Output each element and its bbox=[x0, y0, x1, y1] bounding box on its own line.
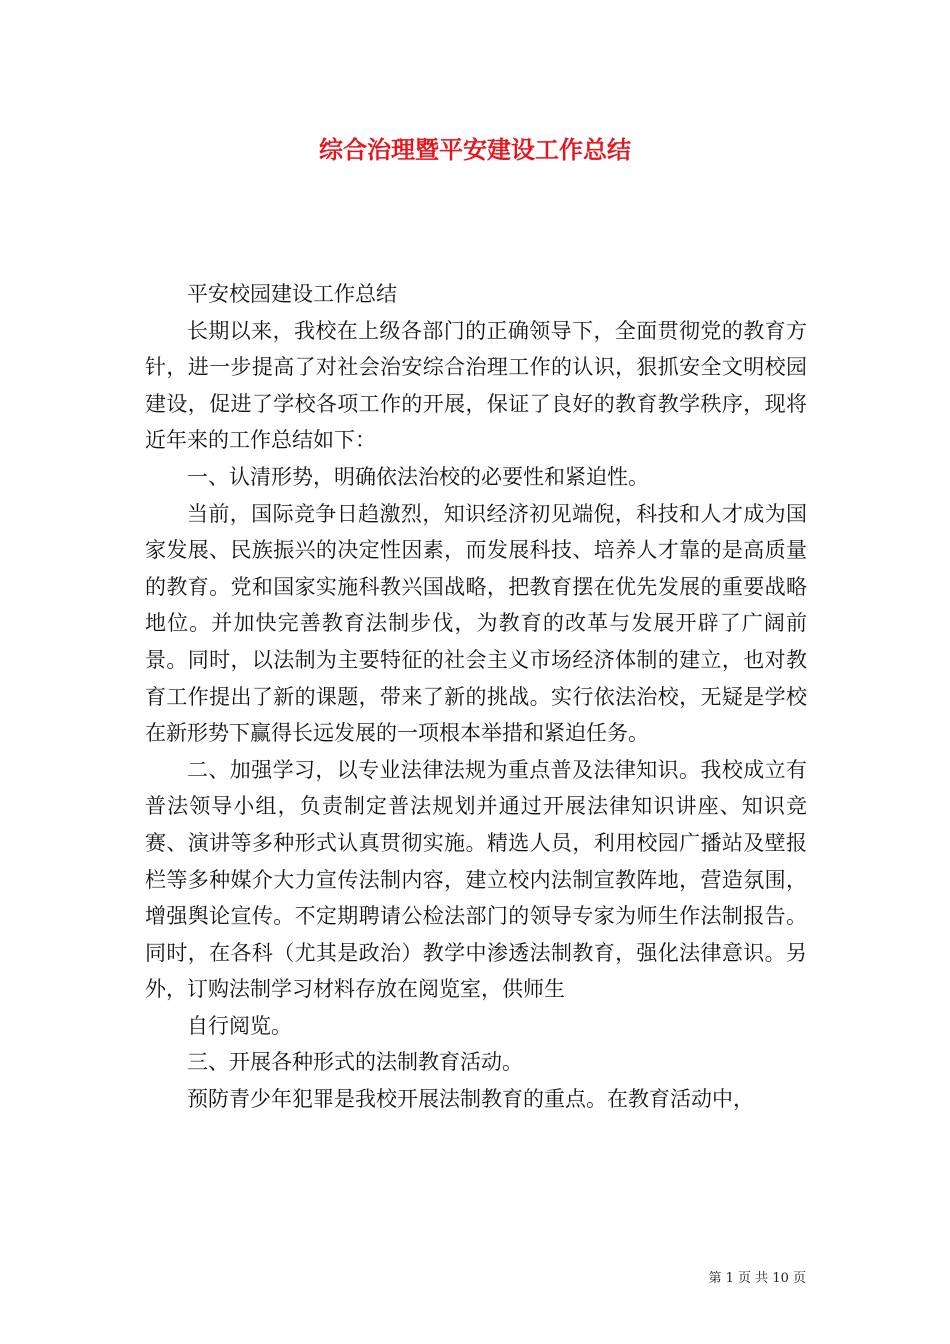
paragraph: 当前，国际竞争日趋激烈，知识经济初见端倪，科技和人才成为国家发展、民族振兴的决定性因素，而发展科技、培养人才靠的是高质量的教育。党和国家实施科教兴国战略，把教育摆在优先发展的重要战略地位。并加快完善教育法制步伐，为教育的改革与发展开辟了广阔前景。同时，以法制为主要特征的社会主义市场经济体制的建立，也对教育工作提出了新的课题，带来了新的挑战。实行依法治校，无疑是学校在新形势下赢得长远发展的一项根本举措和紧迫任务。 bbox=[145, 501, 807, 746]
section-heading-1: 一、认清形势，明确依法治校的必要性和紧迫性。 bbox=[187, 464, 649, 489]
page-number: 第 1 页 共 10 页 bbox=[708, 1271, 806, 1286]
document-body bbox=[145, 276, 807, 1118]
paragraph-subtitle: 平安校园建设工作总结 bbox=[187, 282, 397, 306]
paragraph: 预防青少年犯罪是我校开展法制教育的重点。在教育活动中， bbox=[187, 1087, 754, 1112]
paragraph-intro: 长期以来，我校在上级各部门的正确领导下，全面贯彻党的教育方针，进一步提高了对社会治安综合治理工作的认识，狠抓安全文明校园建设，促进了学校各项工作的开展，保证了良好的教育教学秩序，现将近年来的工作总结如下： bbox=[145, 318, 807, 453]
section-heading-2: 二、加强学习，以专业法律法规为重点普及法律知识。我校成立有普法领导小组，负责制定普法规划并通过开展法律知识讲座、知识竞赛、演讲等多种形式认真贯彻实施。精选人员，利用校园广播站及壁报栏等多种媒介大力宣传法制内容，建立校内法制宣教阵地，营造氛围，增强舆论宣传。不定期聘请公检法部门的领导专家为师生作法制报告。同时，在各科（尤其是政治）教学中渗透法制教育，强化法律意识。另外，订购法制学习材料存放在阅览室，供师生 bbox=[145, 757, 807, 1002]
paragraph: 自行阅览。 bbox=[187, 1013, 292, 1038]
page-title: 综合治理暨平安建设工作总结 bbox=[319, 135, 631, 164]
section-heading-3: 三、开展各种形式的法制教育活动。 bbox=[187, 1050, 523, 1075]
